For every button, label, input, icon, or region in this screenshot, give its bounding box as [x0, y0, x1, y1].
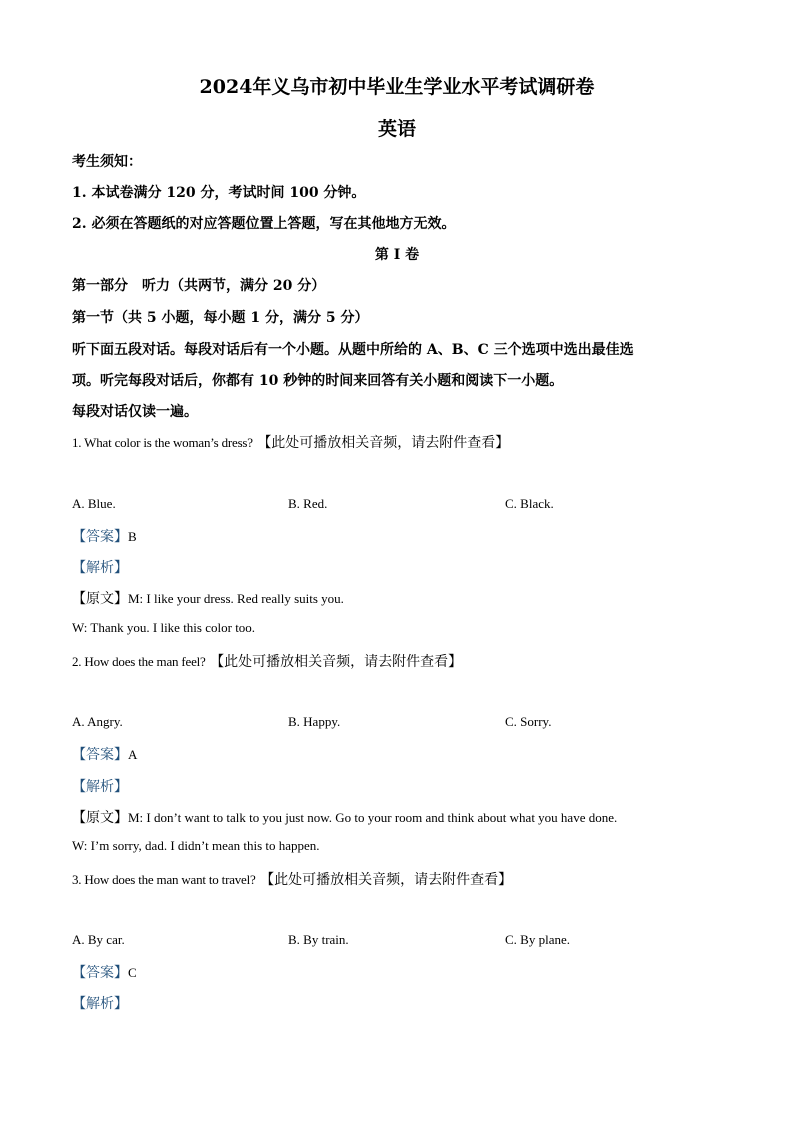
- notice-item-1: 1. 本试卷满分 120 分，考试时间 100 分钟。: [72, 185, 366, 201]
- q2-transcript-line-2: W: I’m sorry, dad. I didn’t mean this to happen.: [72, 838, 320, 853]
- analysis-label: 【解析】: [72, 779, 128, 795]
- audio-note-2[interactable]: 【此处可播放相关音频，请去附件查看】: [210, 654, 463, 670]
- q1-transcript-line-2: W: Thank you. I like this color too.: [72, 620, 256, 635]
- notice-item-2: 2. 必须在答题纸的对应答题位置上答题，写在其他地方无效。: [72, 216, 456, 232]
- q3-option-a[interactable]: A. By car.: [72, 932, 125, 947]
- question-1: [72, 432, 722, 452]
- audio-note-1[interactable]: 【此处可播放相关音频，请去附件查看】: [257, 435, 510, 451]
- question-3-stem: 3. How does the man want to travel?: [72, 872, 256, 887]
- q3-answer-value: C: [128, 965, 137, 980]
- instruction-line-3: 每段对话仅读一遍。: [72, 404, 198, 420]
- answer-label: 【答案】: [72, 965, 128, 981]
- q2-option-a[interactable]: A. Angry.: [72, 714, 123, 729]
- q3-analysis: [72, 993, 722, 1013]
- part1-title: 第一部分 听力（共两节，满分 20 分）: [72, 278, 326, 294]
- question-1-stem: 1. What color is the woman’s dress?: [72, 435, 253, 450]
- q2-analysis: [72, 776, 722, 796]
- q1-option-a[interactable]: A. Blue.: [72, 496, 116, 511]
- q1-option-b[interactable]: B. Red.: [288, 496, 328, 511]
- audio-note-3[interactable]: 【此处可播放相关音频，请去附件查看】: [260, 872, 513, 888]
- q1-answer-value: B: [128, 529, 137, 544]
- q3-option-b[interactable]: B. By train.: [288, 932, 349, 947]
- notice-heading: 考生须知：: [72, 154, 142, 170]
- analysis-label: 【解析】: [72, 560, 128, 576]
- transcript-label: 【原文】: [72, 810, 128, 826]
- q3-option-c[interactable]: C. By plane.: [505, 932, 570, 947]
- q2-answer: [72, 744, 722, 764]
- q1-transcript-line-1: M: I like your dress. Red really suits you.: [128, 591, 344, 606]
- q2-transcript-line-1: M: I don’t want to talk to you just now. Go to your room and think about what you have done.: [128, 810, 618, 825]
- exam-title: 2024年义乌市初中毕业生学业水平考试调研卷: [199, 76, 595, 98]
- q2-option-c[interactable]: C. Sorry.: [505, 714, 552, 729]
- q3-answer: [72, 962, 722, 982]
- answer-label: 【答案】: [72, 747, 128, 763]
- q2-answer-value: A: [128, 747, 138, 762]
- q1-answer: [72, 526, 722, 546]
- question-2-stem: 2. How does the man feel?: [72, 654, 206, 669]
- question-3: [72, 869, 722, 889]
- analysis-label: 【解析】: [72, 996, 128, 1012]
- volume-title: 第 I 卷: [374, 247, 420, 263]
- subject-title: 英语: [377, 118, 416, 140]
- answer-label: 【答案】: [72, 529, 128, 545]
- instruction-line-2: 项。听完每段对话后，你都有 10 秒钟的时间来回答有关小题和阅读下一小题。: [72, 373, 564, 389]
- q1-option-c[interactable]: C. Black.: [505, 496, 554, 511]
- q1-analysis: [72, 557, 722, 577]
- question-2: [72, 651, 722, 671]
- q2-option-b[interactable]: B. Happy.: [288, 714, 341, 729]
- q1-transcript: [72, 588, 722, 608]
- section1-title: 第一节（共 5 小题，每小题 1 分，满分 5 分）: [72, 310, 369, 326]
- q2-transcript: [72, 807, 722, 827]
- transcript-label: 【原文】: [72, 591, 128, 607]
- instruction-line-1: 听下面五段对话。每段对话后有一个小题。从题中所给的 A、B、C 三个选项中选出最佳选: [72, 342, 634, 358]
